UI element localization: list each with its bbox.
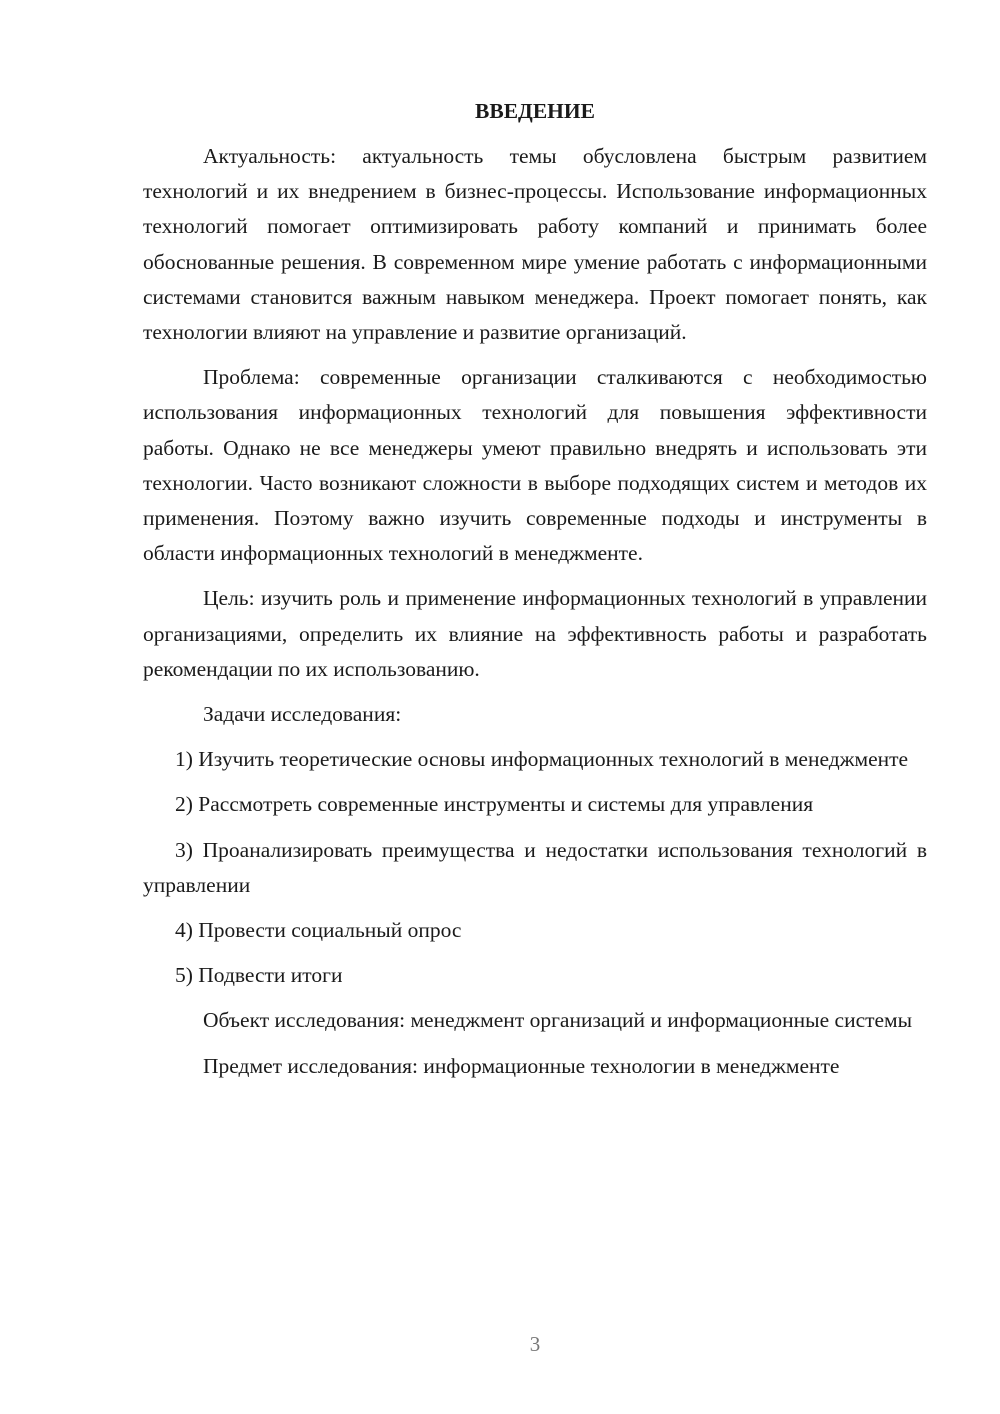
list-item: 4) Провести социальный опрос [175, 918, 462, 943]
page-title: ВВЕДЕНИЕ [475, 99, 595, 123]
problem-paragraph: Проблема: современные организации сталкиваются с необходимостью использования информационных технологий для повышения эффективности работы. Однако не все менеджеры умеют правильно внедрять и использовать эти технологии. Часто возникают сложности в выборе подходящих систем и методов их применения. Поэтому важно изучить современные подходы и инструменты в области информационных технологий в менеджменте. [143, 365, 927, 566]
list-item: 2) Рассмотреть современные инструменты и системы для управления [175, 792, 814, 817]
list-item: 1) Изучить теоретические основы информационных технологий в менеджменте [175, 747, 909, 772]
tasks-list [143, 742, 927, 993]
list-item: 3) Проанализировать преимущества и недостатки использования технологий в управлении [143, 837, 927, 897]
subject-paragraph: Предмет исследования: информационные технологии в менеджменте [203, 1053, 840, 1078]
object-paragraph: Объект исследования: менеджмент организаций и информационные системы [203, 1008, 913, 1033]
relevance-paragraph: Актуальность: актуальность темы обусловлена быстрым развитием технологий и их внедрением в бизнес-процессы. Использование информационных технологий помогает оптимизировать работу компаний и принимать более обоснованные решения. В современном мире умение работать с информационными системами становится важным навыком менеджера. Проект помогает понять, как технологии влияют на управление и развитие организаций. [143, 144, 927, 345]
page-number: 3 [529, 1332, 541, 1356]
tasks-heading: Задачи исследования: [203, 702, 402, 727]
list-item: 5) Подвести итоги [175, 963, 343, 988]
goal-paragraph: Цель: изучить роль и применение информационных технологий в управлении организациями, определить их влияние на эффективность работы и разработать рекомендации по их использованию. [143, 586, 927, 681]
page-content [143, 94, 927, 1094]
